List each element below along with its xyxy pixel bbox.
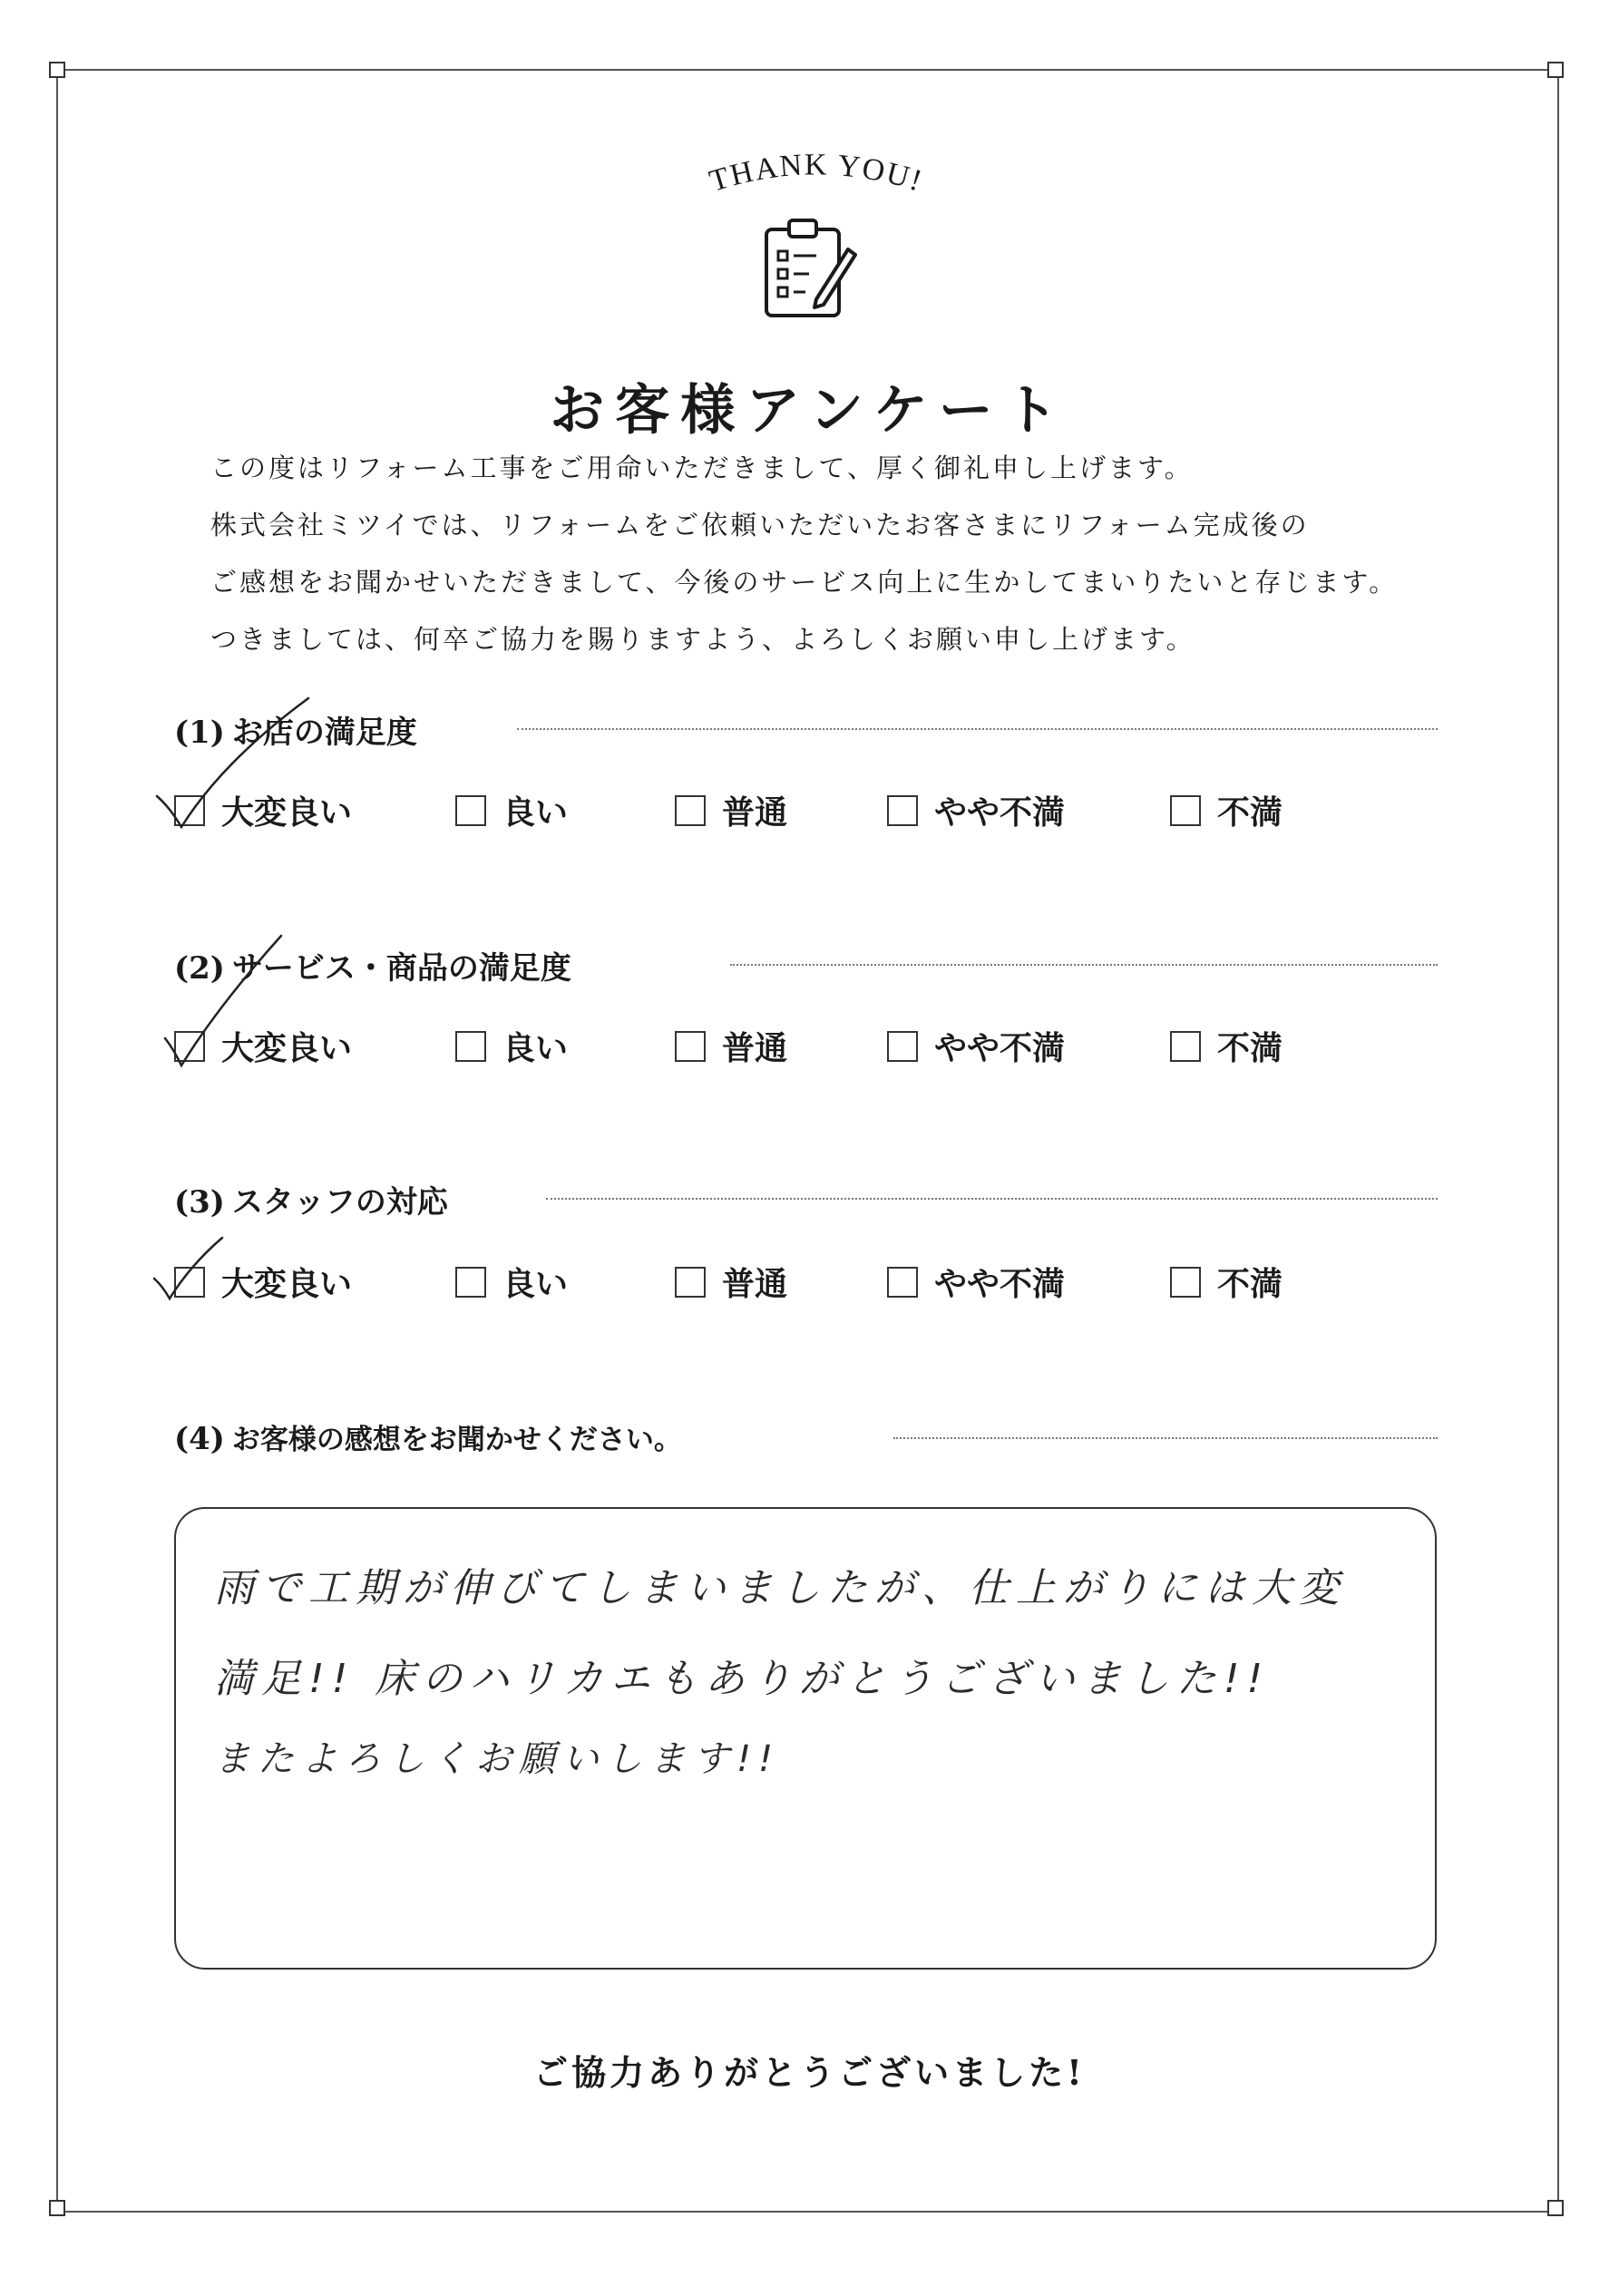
option-label: 不満 [1217,1265,1283,1303]
option-label: 普通 [722,1029,788,1067]
option-label: 普通 [722,793,788,832]
svg-text:THANK YOU!: THANK YOU! [706,148,928,199]
q3-option-good[interactable] [455,1259,568,1305]
option-label: やや不満 [934,793,1066,832]
option-label: 良い [502,793,569,832]
q3-option-very-good[interactable] [174,1259,352,1305]
option-label: 良い [502,1265,569,1303]
handwritten-comment-line-2: 満足!! 床のハリカエもありがとうございました!! [214,1656,1271,1702]
thank-you-arc [635,118,998,227]
checkbox[interactable] [174,1267,205,1298]
option-label: 不満 [1217,793,1283,832]
corner-handle-bottom-left [49,2200,65,2216]
q2-option-somewhat-dissatisfied[interactable] [887,1023,1065,1069]
q3-option-dissatisfied[interactable] [1170,1259,1283,1305]
question-3-heading [174,1177,448,1221]
q2-option-dissatisfied[interactable] [1170,1023,1283,1069]
checkbox[interactable] [174,795,205,826]
checkbox[interactable] [675,795,706,826]
question-number: (4) [174,1421,225,1457]
checkbox[interactable] [675,1031,706,1062]
intro-line-1: この度はリフォーム工事をご用命いただきまして、厚く御礼申し上げます。 [210,452,1194,483]
question-label: お客様の感想をお聞かせください。 [231,1424,682,1456]
dotted-leader [517,728,1438,730]
option-label: 不満 [1217,1029,1283,1067]
question-2-heading [174,943,571,987]
footer-thanks: ご協力ありがとうございました! [533,2052,1086,2093]
q3-option-normal[interactable] [675,1259,787,1305]
option-label: 良い [502,1029,569,1067]
option-label: 普通 [722,1265,788,1303]
corner-handle-top-left [49,62,65,78]
intro-line-3: ご感想をお聞かせいただきまして、今後のサービス向上に生かしてまいりたいと存じます。 [210,567,1399,598]
checkbox[interactable] [1170,1267,1201,1298]
question-number: (3) [174,1184,225,1221]
checkbox[interactable] [887,1031,918,1062]
q3-option-somewhat-dissatisfied[interactable] [887,1259,1065,1305]
intro-line-2: 株式会社ミツイでは、リフォームをご依頼いただいたお客さまにリフォーム完成後の [210,510,1310,540]
question-label: スタッフの対応 [231,1184,448,1221]
handwritten-comment-line-1: 雨で工期が伸びてしまいましたが、仕上がりには大変 [214,1565,1346,1611]
checkbox[interactable] [455,795,486,826]
option-label: 大変良い [221,1029,353,1067]
corner-handle-top-right [1547,62,1564,78]
checkbox[interactable] [455,1031,486,1062]
question-label: お店の満足度 [231,715,417,751]
checkbox[interactable] [455,1267,486,1298]
question-number: (2) [174,950,225,987]
question-1-heading [174,707,417,752]
checkbox[interactable] [174,1031,205,1062]
corner-handle-bottom-right [1547,2200,1564,2216]
q1-option-somewhat-dissatisfied[interactable] [887,787,1065,833]
q1-option-dissatisfied[interactable] [1170,787,1283,833]
dotted-leader [546,1198,1438,1200]
q2-option-normal[interactable] [675,1023,787,1069]
checkbox[interactable] [1170,1031,1201,1062]
q2-option-good[interactable] [455,1023,568,1069]
intro-line-4: つきましては、何卒ご協力を賜りますよう、よろしくお願い申し上げます。 [210,624,1195,655]
question-label: サービス・商品の満足度 [231,950,571,987]
checkbox[interactable] [1170,795,1201,826]
option-label: やや不満 [934,1265,1066,1303]
q1-option-very-good[interactable] [174,787,352,833]
dotted-leader [893,1437,1438,1439]
q1-option-good[interactable] [455,787,568,833]
option-label: 大変良い [221,1265,353,1303]
q2-option-very-good[interactable] [174,1023,352,1069]
dotted-leader [730,964,1438,966]
clipboard-icon [753,213,862,322]
checkbox[interactable] [887,795,918,826]
handwritten-comment-line-3: またよろしくお願いします!! [214,1738,781,1780]
option-label: やや不満 [934,1029,1066,1067]
question-4-heading [174,1416,682,1457]
q1-option-normal[interactable] [675,787,787,833]
page-title: お客様アンケート [550,379,1069,443]
checkbox[interactable] [675,1267,706,1298]
option-label: 大変良い [221,793,353,832]
question-number: (1) [174,715,225,751]
checkbox[interactable] [887,1267,918,1298]
